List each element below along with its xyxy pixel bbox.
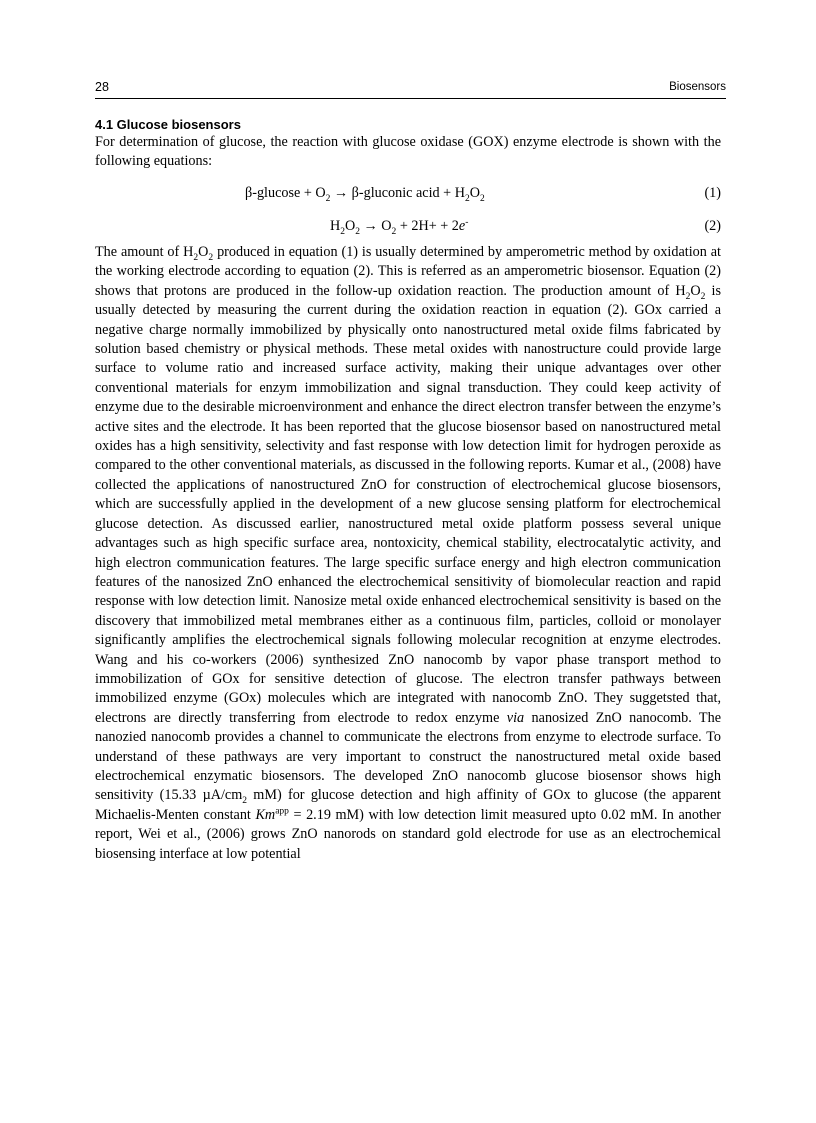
equation-1-number: (1)	[704, 185, 721, 201]
equation-1-expression: $\beta-glucose + O_2$ → β-gluconic acid + $H_2O_2$	[245, 185, 485, 204]
main-paragraph: The amount of $H_2O_2$ produced in equation (1) is usually determined by amperometric method by oxidation at the working electrode according to equation (2). This is referred as an amperometric biosensor. Equation (2) shows that protons are produced in the follow-up oxidation reaction. The production amount of $H_2O_2$ is usually detected by measuring the current during the oxidation reaction in equation (2). GOx carried a negative charge normally immobilized by physically onto nanostructured metal oxide films fabricated by solution based chemistry or physical methods. These metal oxides with nanostructure could provide large surface to volume ratio and increased surface activity, making their unique advantages over other conventional materials for enzym immobilization and signal transduction. They could keep activity of enzyme due to the desirable microenvironment and enhance the direct electron transfer between the enzyme’s active sites and the electrode. It has been reported that the glucose biosensor based on nanostructured metal oxides has a high sensitivity, selectivity and fast response with low detection limit for hydrogen peroxide as compared to the other conventional materials, as discussed in the following reports. Kumar et al., (2008) have collected the applications of nanostructured ZnO for construction of electrochemical glucose biosensors, which are successfully applied in the development of a new glucose sensing platform for electrochemical glucose detection. As discussed earlier, nanostructured metal oxide platform possess several unique advantages such as high specific surface area, nontoxicity, chemical stability, electrocatalytic activity, and high electron communication features. The large specific surface energy and high electron communication features of the nanosized ZnO enhanced the electrochemical sensitivity of biomolecular reaction and rapid response with low detection limit. Nanosize metal oxide enhanced electrochemical sensitivity is based on the discovery that immobilized metal membranes either as a continuous film, particles, colloid or monolayer significantly amplifies the electrochemical signals following molecular recognition at enzyme electrodes. Wang and his co-workers (2006) synthesized ZnO nanocomb by vapor phase transport method to immobilization of GOx for sensitive detection of glucose. The electron transfer pathways between immobilized enzyme (GOx) molecules which are integrated with nanocomb ZnO. They suggetsted that, electrons are directly transferring from electrode to redox enzyme via nanosized ZnO nanocomb. The nanozied nanocomb provides a channel to communicate the electrons from enzyme to electrode surface. To understand of these pathways are very important to construct the nanostructured metal oxide based electrochemical enzymatic biosensors. The developed ZnO nanocomb glucose biosensor shows high sensitivity (15.33 $\mu A/cm_2$ mM) for glucose detection and high affinity of GOx to glucose (the apparent Michaelis-Menten constant $Km^{app} = 2.19$ mM) with low detection limit measured upto 0.02 mM. In another report, Wei et al., (2006) grows ZnO nanorods on standard gold electrode for use as an electrochemical biosensing interface at low potential	[95, 244, 722, 862]
intro-paragraph: For determination of glucose, the reaction with glucose oxidase (GOX) enzyme electrode is shown with the following equations:	[95, 134, 721, 170]
equation-2-number: (2)	[704, 218, 721, 234]
running-title: Biosensors	[669, 81, 726, 93]
equation-2	[95, 218, 721, 238]
page-number: 28	[95, 80, 109, 94]
running-header	[95, 80, 726, 99]
equation-1	[95, 185, 721, 205]
equation-2-expression: $H_2O_2 \to O_2 + 2H+ + 2e^-$	[330, 217, 469, 237]
section-heading: 4.1 Glucose biosensors	[95, 117, 241, 132]
